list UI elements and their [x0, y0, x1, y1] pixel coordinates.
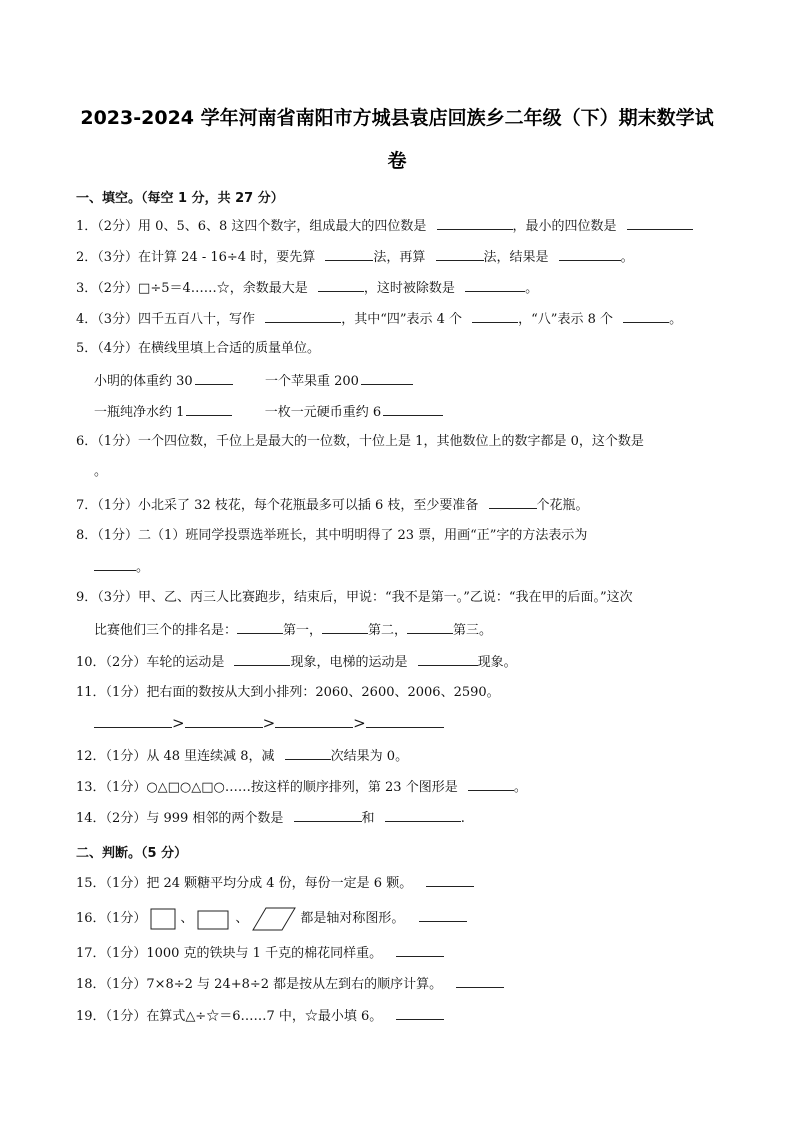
question-2 — [76, 247, 634, 267]
answer-blank[interactable] — [366, 714, 444, 728]
question-4-text-a: 4．（3分）四千五百八十，写作 — [76, 312, 256, 327]
question-16-separator: 、 — [180, 911, 194, 926]
question-6-text-end: 。 — [94, 464, 108, 479]
question-18 — [76, 974, 504, 994]
question-9-text: 9．（3分）甲、乙、丙三人比赛跑步，结束后，甲说：“我不是第一。”乙说：“我在甲的后面。”这次 — [76, 590, 633, 605]
question-5-item: 一个苹果重 200 — [264, 374, 359, 389]
parallelogram-shape-icon — [252, 907, 296, 931]
question-2-text-a: 2．（3分）在计算 24 - 16÷4 时，要先算 — [76, 250, 316, 265]
rectangle-shape-icon — [150, 908, 176, 930]
question-7 — [76, 495, 589, 515]
question-7-text-b: 个花瓶。 — [536, 498, 589, 513]
question-3-text-c: 。 — [525, 281, 539, 296]
question-13-text-b: 。 — [513, 780, 527, 795]
answer-blank[interactable] — [322, 620, 368, 634]
question-9-third: 第三。 — [453, 623, 493, 638]
question-9-second: 第二， — [368, 623, 408, 638]
question-4-text-d: 。 — [669, 312, 683, 327]
section-fill-in-heading: 一、填空。（每空 1 分，共 27 分） — [76, 191, 284, 206]
answer-blank[interactable] — [325, 247, 373, 261]
answer-blank[interactable] — [623, 309, 669, 323]
question-19-text: 19．（1分）在算式△÷☆＝6……7 中，☆最小填 6。 — [76, 1009, 383, 1024]
question-5-text: 5．（4分）在横线里填上合适的质量单位。 — [76, 341, 321, 356]
question-3 — [76, 278, 538, 298]
question-1-text-a: 1．（2分）用 0、5、6、8 这四个数字，组成最大的四位数是 — [76, 219, 427, 234]
question-14-text-a: 14．（2分）与 999 相邻的两个数是 — [76, 811, 284, 826]
answer-blank[interactable] — [237, 620, 283, 634]
question-9-cont — [94, 620, 492, 640]
question-1 — [76, 216, 693, 236]
answer-blank[interactable] — [361, 371, 413, 385]
answer-blank[interactable] — [426, 873, 474, 887]
question-18-text: 18．（1分）7×8÷2 与 24+8÷2 都是按从左到右的顺序计算。 — [76, 977, 443, 992]
question-17-text: 17．（1分）1000 克的铁块与 1 千克的棉花同样重。 — [76, 946, 383, 961]
question-17 — [76, 943, 444, 963]
question-3-text-a: 3．（2分）□÷5＝4……☆，余数最大是 — [76, 281, 308, 296]
answer-blank[interactable] — [559, 247, 621, 261]
question-8-cont — [94, 557, 149, 577]
answer-blank[interactable] — [94, 714, 172, 728]
question-9-first: 第一， — [283, 623, 323, 638]
answer-blank[interactable] — [195, 371, 233, 385]
question-12 — [76, 746, 408, 766]
answer-blank[interactable] — [94, 557, 136, 571]
answer-blank[interactable] — [396, 943, 444, 957]
answer-blank[interactable] — [472, 309, 518, 323]
question-1-text-b: ，最小的四位数是 — [512, 219, 617, 234]
question-2-text-c: 法，结果是 — [483, 250, 549, 265]
question-14-text-b: 和 — [361, 811, 375, 826]
answer-blank[interactable] — [275, 714, 353, 728]
question-16 — [76, 906, 467, 932]
answer-blank[interactable] — [418, 652, 478, 666]
question-6-cont — [94, 463, 107, 481]
question-14-text-c: . — [460, 811, 465, 826]
question-13-text-a: 13．（1分）○△□○△□○……按这样的顺序排列，第 23 个图形是 — [76, 780, 458, 795]
question-11-text: 11．（1分）把右面的数按从大到小排列：2060、2600、2006、2590。 — [76, 685, 500, 700]
question-5-item: 一瓶纯净水约 1 — [94, 405, 185, 420]
answer-blank[interactable] — [383, 402, 443, 416]
question-10 — [76, 652, 517, 672]
answer-blank[interactable] — [465, 278, 525, 292]
answer-blank[interactable] — [285, 746, 331, 760]
answer-blank[interactable] — [234, 652, 290, 666]
answer-blank[interactable] — [294, 808, 362, 822]
answer-blank[interactable] — [385, 808, 461, 822]
exam-title-line1: 2023-2024 学年河南省南阳市方城县袁店回族乡二年级（下）期末数学试 — [80, 107, 714, 129]
question-5-row-1 — [94, 371, 413, 391]
question-12-text-b: 次结果为 0。 — [330, 749, 409, 764]
question-8-text-end: 。 — [136, 560, 150, 575]
answer-blank[interactable] — [419, 908, 467, 922]
question-9 — [76, 589, 633, 607]
answer-blank[interactable] — [468, 777, 514, 791]
answer-blank[interactable] — [396, 1006, 444, 1020]
question-15-text: 15．（1分）把 24 颗糖平均分成 4 份，每份一定是 6 颗。 — [76, 876, 413, 891]
question-4-text-b: ，其中“四”表示 4 个 — [341, 312, 463, 327]
answer-blank[interactable] — [265, 309, 341, 323]
question-5-item: 小明的体重约 30 — [94, 374, 193, 389]
answer-blank[interactable] — [318, 278, 364, 292]
question-7-text-a: 7．（1分）小北采了 32 枝花，每个花瓶最多可以插 6 枝，至少要准备 — [76, 498, 479, 513]
answer-blank[interactable] — [489, 495, 537, 509]
answer-blank[interactable] — [437, 216, 513, 230]
question-4 — [76, 309, 682, 329]
question-9-text-b: 比赛他们三个的排名是： — [94, 623, 238, 638]
question-6 — [76, 433, 644, 451]
rectangle-shape-icon — [197, 908, 231, 930]
question-16-text-b: 都是轴对称图形。 — [300, 911, 405, 926]
question-11 — [76, 684, 500, 702]
question-16-text-a: 16．（1分） — [76, 911, 147, 926]
question-2-text-b: 法，再算 — [373, 250, 426, 265]
question-19 — [76, 1006, 444, 1026]
question-11-answer-row — [94, 714, 444, 732]
question-2-text-d: 。 — [620, 250, 634, 265]
question-5-row-2 — [94, 402, 443, 422]
answer-blank[interactable] — [186, 402, 232, 416]
question-4-text-c: ，“八”表示 8 个 — [518, 312, 613, 327]
section-true-false-heading: 二、判断。（5 分） — [76, 846, 188, 861]
question-10-text-c: 现象。 — [477, 655, 517, 670]
exam-title-line2: 卷 — [387, 150, 407, 172]
greater-than-sign: > — [353, 714, 366, 732]
question-12-text-a: 12．（1分）从 48 里连续减 8，减 — [76, 749, 275, 764]
question-16-separator: 、 — [235, 911, 249, 926]
question-14 — [76, 808, 465, 828]
answer-blank[interactable] — [627, 216, 693, 230]
answer-blank[interactable] — [456, 974, 504, 988]
question-13 — [76, 777, 527, 797]
question-6-text: 6．（1分）一个四位数，千位上是最大的一位数，十位上是 1，其他数位上的数字都是 0，这个数是 — [76, 434, 644, 449]
question-5 — [76, 340, 320, 358]
question-8-text: 8．（1分）二（1）班同学投票选举班长，其中明明得了 23 票，用画“正”字的方法表示为 — [76, 528, 588, 543]
question-15 — [76, 873, 474, 893]
greater-than-sign: > — [172, 714, 185, 732]
answer-blank[interactable] — [436, 247, 484, 261]
answer-blank[interactable] — [185, 714, 263, 728]
question-3-text-b: ，这时被除数是 — [363, 281, 455, 296]
question-8 — [76, 527, 587, 545]
question-10-text-b: 现象，电梯的运动是 — [290, 655, 408, 670]
question-5-item: 一枚一元硬币重约 6 — [264, 405, 382, 420]
greater-than-sign: > — [262, 714, 276, 732]
answer-blank[interactable] — [407, 620, 453, 634]
question-10-text-a: 10．（2分）车轮的运动是 — [76, 655, 225, 670]
